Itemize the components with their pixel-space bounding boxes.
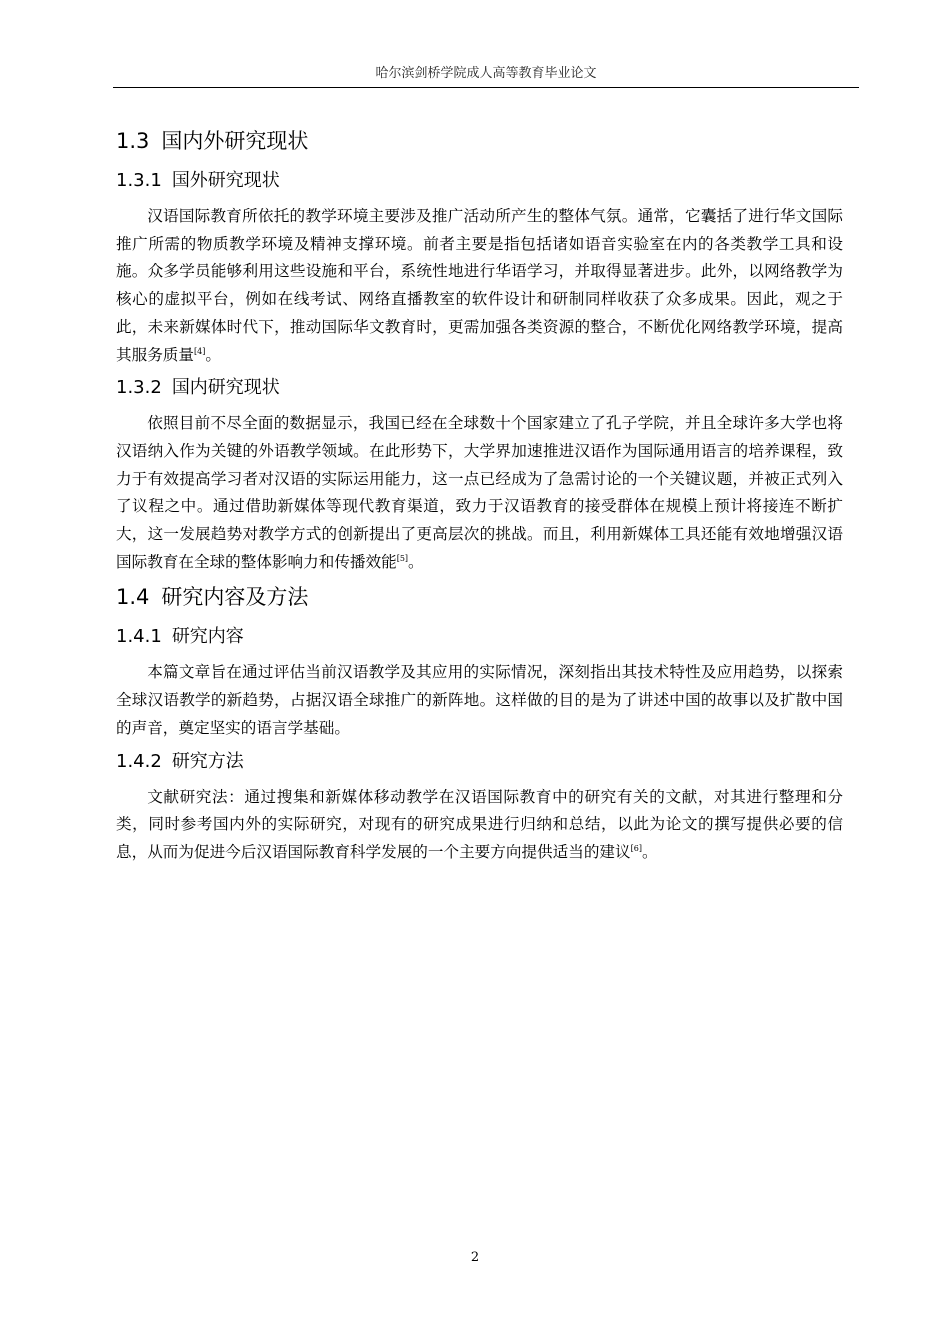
document-body	[116, 120, 843, 873]
subsection-number: 1.4.1	[116, 626, 162, 648]
page-header: 哈尔滨剑桥学院成人高等教育毕业论文	[375, 66, 597, 81]
subsection-heading-1-3-2	[116, 375, 843, 401]
subsection-title: 研究内容	[171, 626, 244, 648]
paragraph-foreign-research	[116, 203, 843, 369]
section-heading-1-3	[116, 126, 843, 156]
paragraph-text: 依照目前不尽全面的数据显示，我国已经在全球数十个国家建立了孔子学院，并且全球许多大学也将汉语纳入作为关键的外语教学领域。在此形势下，大学界加速推进汉语作为国际通用语言的培养课程，致力于有效提高学习者对汉语的实际运用能力，这一点已经成为了急需讨论的一个关键议题，并被正式列入了议程之中。通过借助新媒体等现代教育渠道，致力于汉语教育的接受群体在规模上预计将接连不断扩大，这一发展趋势对教学方式的创新提出了更高层次的挑战。而且，利用新媒体工具还能有效地增强汉语国际教育在全球的整体影响力和传播效能	[116, 414, 843, 571]
subsection-number: 1.4.2	[116, 750, 162, 772]
paragraph-research-content	[116, 659, 843, 742]
page-number: 2	[470, 1250, 480, 1265]
paragraph-domestic-research	[116, 410, 843, 576]
paragraph-end: 。	[205, 345, 221, 364]
paragraph-text: 文献研究法：通过搜集和新媒体移动教学在汉语国际教育中的研究有关的文献，对其进行整理和分类，同时参考国内外的实际研究，对现有的研究成果进行归纳和总结，以此为论文的撰写提供必要的信息，从而为促进今后汉语国际教育科学发展的一个主要方向提供适当的建议	[116, 787, 843, 861]
section-number: 1.3	[116, 129, 150, 153]
paragraph-text: 本篇文章旨在通过评估当前汉语教学及其应用的实际情况，深刻指出其技术特性及应用趋势，以探索全球汉语教学的新趋势，占据汉语全球推广的新阵地。这样做的目的是为了讲述中国的故事以及扩散中国的声音，奠定坚实的语言学基础。	[116, 663, 843, 737]
paragraph-text: 汉语国际教育所依托的教学环境主要涉及推广活动所产生的整体气氛。通常，它囊括了进行华文国际推广所需的物质教学环境及精神支撑环境。前者主要是指包括诸如语音实验室在内的各类教学工具和设施。众多学员能够利用这些设施和平台，系统性地进行华语学习，并取得显著进步。此外，以网络教学为核心的虚拟平台，例如在线考试、网络直播教室的软件设计和研制同样收获了众多成果。因此，观之于此，未来新媒体时代下，推动国际华文教育时，更需加强各类资源的整合，不断优化网络教学环境，提高其服务质量	[116, 207, 843, 364]
section-heading-1-4	[116, 582, 843, 612]
subsection-number: 1.3.2	[116, 377, 162, 399]
paragraph-research-method	[116, 784, 843, 867]
citation-ref: [5]	[396, 553, 409, 563]
subsection-title: 国内研究现状	[171, 377, 280, 399]
header-divider	[113, 87, 859, 88]
section-number: 1.4	[116, 585, 150, 610]
subsection-heading-1-4-2	[116, 749, 843, 775]
citation-ref: [6]	[630, 843, 642, 853]
paragraph-end: 。	[408, 552, 424, 571]
subsection-heading-1-3-1	[116, 168, 843, 194]
subsection-title: 研究方法	[171, 750, 244, 772]
paragraph-end: 。	[641, 842, 658, 861]
citation-ref: [4]	[193, 346, 206, 356]
subsection-number: 1.3.1	[116, 170, 162, 191]
section-title: 研究内容及方法	[161, 585, 309, 610]
section-title: 国内外研究现状	[161, 129, 309, 153]
subsection-heading-1-4-1	[116, 624, 843, 650]
subsection-title: 国外研究现状	[171, 170, 280, 191]
